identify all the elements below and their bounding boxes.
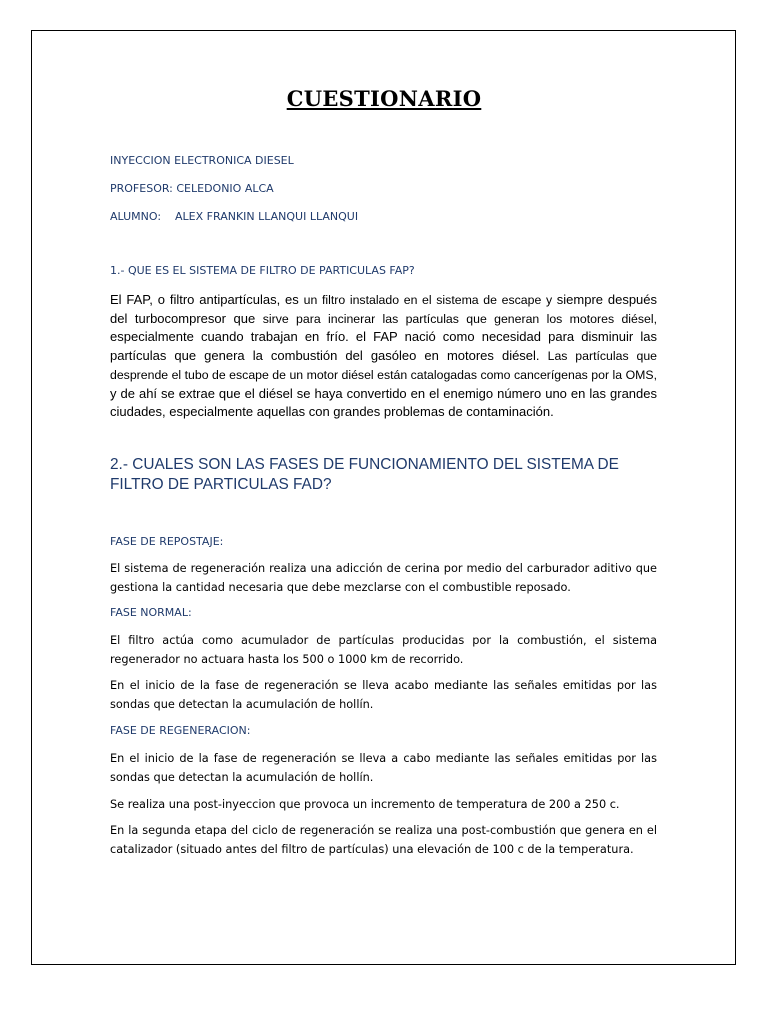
question-1: 1.- QUE ES EL SISTEMA DE FILTRO DE PARTICULAS FAP? xyxy=(110,264,415,277)
student-line: ALUMNO: ALEX FRANKIN LLANQUI LLANQUI xyxy=(110,210,359,223)
answer-1-part-1: El FAP, o filtro antipartículas, es xyxy=(110,292,304,307)
answer-1-part-5: especialmente cuando trabajan en frío. el FAP nació como necesidad para disminuir las partículas que genera la combustión del gasóleo en motores diésel. xyxy=(110,329,657,364)
course-name: INYECCION ELECTRONICA DIESEL xyxy=(110,154,294,167)
phase-regeneracion-paragraph-2: Se realiza una post-inyeccion que provoca un incremento de temperatura de 200 a 250 c. xyxy=(110,798,620,811)
answer-1-part-2: un filtro instalado en el sistema de escape y xyxy=(303,293,557,307)
phase-regeneracion-paragraph-3: En la segunda etapa del ciclo de regeneración se realiza una post-combustión que genera en el catalizador (situado antes del filtro de partículas) una elevación de 100 c de la temperatura. xyxy=(110,824,657,856)
phase-repostaje-paragraph: El sistema de regeneración realiza una adicción de cerina por medio del carburador aditivo que gestiona la cantidad necesaria que debe mezclarse con el combustible reposado. xyxy=(110,562,657,594)
professor-line: PROFESOR: CELEDONIO ALCA xyxy=(110,182,274,195)
document-title: CUESTIONARIO xyxy=(286,86,482,111)
answer-1-part-6: Las partículas que desprende el tubo de escape de un motor diésel están catalogadas como cancerígenas por la OMS, xyxy=(110,349,657,382)
phase-heading-repostaje: FASE DE REPOSTAJE: xyxy=(110,535,224,548)
phase-heading-normal: FASE NORMAL: xyxy=(110,606,192,619)
phase-normal-paragraph-1: El filtro actúa como acumulador de partículas producidas por la combustión, el sistema regenerador no actuara hasta los 500 o 1000 km de recorrido. xyxy=(110,634,657,666)
answer-1-part-7: y de ahí se extrae que el diésel se haya convertido en el enemigo número uno en las grandes ciudades, especialmente aquellas con grandes problemas de contaminación. xyxy=(110,385,657,420)
question-2: 2.- CUALES SON LAS FASES DE FUNCIONAMIENTO DEL SISTEMA DE FILTRO DE PARTICULAS FAD? xyxy=(110,456,619,493)
answer-1-part-4: sirve para incinerar las partículas que generan los motores diésel, xyxy=(262,311,658,326)
answer-1-paragraph xyxy=(110,291,657,422)
phase-heading-regeneracion: FASE DE REGENERACION: xyxy=(110,724,251,737)
phase-regeneracion-paragraph-1: En el inicio de la fase de regeneración se lleva a cabo mediante las señales emitidas por las sondas que detectan la acumulación de hollín. xyxy=(110,752,657,784)
phase-normal-paragraph-2: En el inicio de la fase de regeneración se lleva acabo mediante las señales emitidas por las sondas que detectan la acumulación de hollín. xyxy=(110,679,657,711)
answer-1-part-3: siempre después del turbocompresor que xyxy=(110,292,658,326)
